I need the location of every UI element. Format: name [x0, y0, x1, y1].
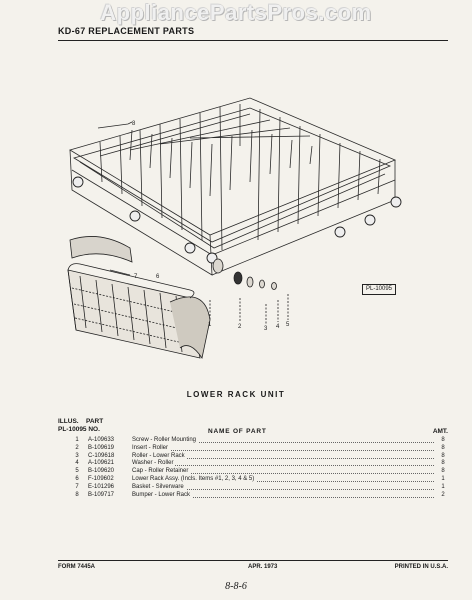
header-amt: AMT. — [432, 428, 448, 435]
row-part-name: Basket - Silverware — [132, 483, 184, 490]
callout-5: 5 — [286, 322, 290, 328]
row-illus-number: 5 — [75, 468, 79, 475]
page-footer — [58, 560, 448, 573]
callout-2: 2 — [238, 324, 242, 330]
watermark: AppliancePartsPros.com — [100, 0, 372, 25]
callout-3: 3 — [264, 326, 268, 332]
row-illus-number: 1 — [75, 437, 79, 443]
page-number: 8-8-6 — [225, 581, 247, 592]
section-title: LOWER RACK UNIT — [186, 390, 286, 399]
table-row — [58, 460, 448, 468]
row-illus-number: 4 — [75, 460, 79, 467]
roller-exploded-parts — [210, 259, 288, 324]
printed-in: PRINTED IN U.S.A. — [394, 564, 448, 570]
row-amount: 8 — [441, 468, 445, 475]
print-date: APR. 1973 — [248, 564, 278, 570]
row-illus-number: 8 — [75, 491, 79, 498]
row-part-name: Cap - Roller Retainer — [132, 468, 189, 475]
row-part-number: A-109621 — [88, 460, 115, 467]
table-row — [58, 437, 448, 445]
header-illus: ILLUS. — [58, 418, 79, 425]
row-part-name: Screw - Roller Mounting — [132, 437, 197, 443]
row-part-name: Insert - Roller — [132, 444, 169, 451]
page-header — [58, 26, 448, 41]
table-row — [58, 468, 448, 476]
callout-4: 4 — [276, 324, 280, 330]
row-amount: 8 — [441, 452, 445, 459]
silverware-basket — [68, 236, 210, 358]
callout-6: 6 — [156, 274, 160, 280]
header-pl-no: PL-10095 NO. — [58, 426, 100, 433]
row-part-number: B-109619 — [88, 444, 115, 451]
header-part: PART — [86, 418, 104, 425]
callout-1: 1 — [208, 322, 212, 328]
callout-8: 8 — [132, 121, 136, 127]
header-title: KD-67 REPLACEMENT PARTS — [58, 26, 195, 36]
row-part-number: A-109633 — [88, 437, 115, 443]
row-amount: 2 — [441, 491, 445, 498]
row-illus-number: 3 — [75, 452, 79, 459]
table-row — [58, 453, 448, 461]
row-part-number: B-109717 — [88, 491, 115, 498]
table-row — [58, 476, 448, 484]
row-amount: 1 — [441, 475, 445, 482]
leader-dots — [132, 465, 434, 466]
row-amount: 8 — [441, 437, 445, 443]
parts-rows — [58, 437, 448, 499]
row-part-name: Lower Rack Assy. (Incls. Items #1, 2, 3, 4 & 5) — [132, 475, 255, 482]
row-part-name: Roller - Lower Rack — [132, 452, 185, 459]
form-number: FORM 7445A — [58, 564, 96, 570]
row-part-number: F-109602 — [88, 475, 114, 482]
row-illus-number: 6 — [75, 475, 79, 482]
row-part-name: Washer - Roller — [132, 460, 174, 467]
lower-rack-diagram — [40, 90, 440, 380]
row-part-number: C-109618 — [88, 452, 115, 459]
leader-dots — [132, 450, 434, 451]
row-amount: 8 — [441, 444, 445, 451]
row-part-name: Bumper - Lower Rack — [132, 491, 191, 498]
row-amount: 8 — [441, 460, 445, 467]
row-part-number: B-109620 — [88, 468, 115, 475]
callout-7: 7 — [134, 274, 138, 280]
table-row — [58, 492, 448, 500]
row-illus-number: 7 — [75, 483, 79, 490]
table-row — [58, 484, 448, 492]
plate-id-label: PL-10095 — [362, 284, 396, 295]
row-part-number: E-101296 — [88, 483, 115, 490]
header-name-of-part: NAME OF PART — [208, 428, 267, 435]
row-illus-number: 2 — [75, 444, 79, 451]
row-amount: 1 — [441, 483, 445, 490]
table-row — [58, 445, 448, 453]
